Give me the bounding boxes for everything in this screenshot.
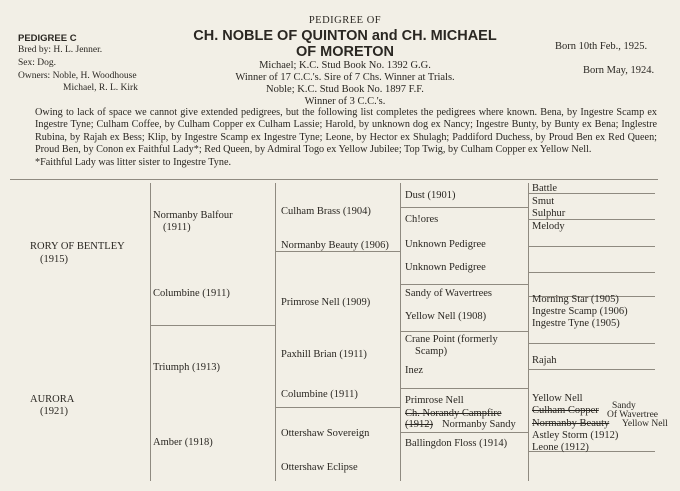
- sex: Sex: Dog.: [18, 58, 56, 68]
- gen5-normanby-beauty-struck: Normanby Beauty: [532, 418, 610, 429]
- gen5-astley-storm: Astley Storm (1912): [532, 430, 619, 441]
- gen4-inez: Inez: [405, 365, 424, 376]
- gen5-melody: Melody: [532, 221, 565, 232]
- gen4-normanby-sandy: Normanby Sandy: [442, 419, 516, 430]
- gen1-dam-name: AURORA: [30, 394, 75, 405]
- gen1-dam-year: (1921): [40, 406, 68, 417]
- owners-line-1: Owners: Noble, H. Woodhouse: [18, 71, 137, 81]
- gen4-ballingdon-floss: Ballingdon Floss (1914): [405, 438, 508, 449]
- gen3-primrose-nell: Primrose Nell (1909): [281, 297, 371, 308]
- gen4-unknown-pedigree-2: Unknown Pedigree: [405, 262, 486, 273]
- gen5-note-sandy: Sandy: [612, 401, 636, 411]
- gen4-chlores: Ch!ores: [405, 214, 439, 225]
- michael-wins: Winner of 17 C.C.'s. Sire of 7 Chs. Winner at Trials.: [235, 72, 455, 83]
- gen5-morning-star: Morning Star (1905): [532, 294, 619, 305]
- intro-footnote: *Faithful Lady was litter sister to Ingestre Tyne.: [35, 156, 232, 168]
- pedigree-of-heading: PEDIGREE OF: [308, 15, 382, 26]
- gen4-sandy-of-wavertrees: Sandy of Wavertrees: [405, 288, 493, 299]
- noble-wins: Winner of 3 C.C.'s.: [304, 96, 386, 107]
- gen4-campfire-struck: Ch. Norandy Campfire: [405, 408, 502, 419]
- gen2-normanby-balfour-year: (1911): [163, 222, 191, 233]
- gen5-battle: Battle: [532, 183, 558, 194]
- gen5-sulphur: Sulphur: [532, 208, 566, 219]
- gen5-note-yellow-nell: Yellow Nell: [622, 419, 668, 429]
- gen4-crane-point: Crane Point (formerly: [405, 334, 498, 345]
- pedigree-label: PEDIGREE C: [18, 33, 77, 44]
- gen3-columbine: Columbine (1911): [281, 389, 358, 400]
- bred-by: Bred by: H. L. Jenner.: [18, 45, 103, 55]
- gen1-sire-name: RORY OF BENTLEY: [30, 241, 125, 252]
- gen5-yellow-nell: Yellow Nell: [532, 393, 583, 404]
- gen4-primrose-nell: Primrose Nell: [405, 395, 464, 406]
- gen5-ingestre-tyne: Ingestre Tyne (1905): [532, 318, 620, 329]
- gen3-culham-brass: Culham Brass (1904): [281, 206, 371, 217]
- gen3-ottershaw-eclipse: Ottershaw Eclipse: [281, 462, 358, 473]
- gen5-leone: Leone (1912): [532, 442, 589, 453]
- gen4-dust: Dust (1901): [405, 190, 456, 201]
- gen2-columbine: Columbine (1911): [153, 288, 230, 299]
- gen3-paxhill-brian: Paxhill Brian (1911): [281, 349, 367, 360]
- gen2-triumph: Triumph (1913): [153, 362, 220, 373]
- gen5-culham-copper-struck: Culham Copper: [532, 405, 599, 416]
- gen5-ingestre-scamp: Ingestre Scamp (1906): [532, 306, 628, 317]
- born-date-1: Born 10th Feb., 1925.: [555, 41, 648, 52]
- gen4-yellow-nell: Yellow Nell (1908): [405, 311, 487, 322]
- gen4-unknown-pedigree-1: Unknown Pedigree: [405, 239, 486, 250]
- born-date-2: Born May, 1924.: [583, 65, 655, 76]
- michael-stud-book: Michael; K.C. Stud Book No. 1392 G.G.: [259, 60, 431, 71]
- intro-paragraph: Owing to lack of space we cannot give extended pedigrees, but the following list completes the pedigrees where known. Bena, by Ingestre Scamp ex Ingestre Tyne; Culham Coffee, by Culham Copper ex Culham Lassie; Harold, by unknown dog ex Nancy; Ingestre Bunty, by Bunty ex Bena; Inglestre Rubina, by Rajah ex Bess; Klip, by Ingestre Scamp ex Ingestre Tyne; Leone, by Hector ex Shulagh; Paddiford Duchess, by Proud Ben ex Red Queen; Proud Ben, by Conon ex Faithful Lady*; Red Queen, by Admiral Togo ex Yellow Jubilee; Top Twig, by Culham Copper ex Yellow Nell.: [35, 107, 657, 156]
- gen4-crane-point-scamp: Scamp): [415, 346, 448, 357]
- gen5-smut: Smut: [532, 196, 555, 207]
- title-line-1: CH. NOBLE OF QUINTON and CH. MICHAEL: [193, 28, 497, 44]
- gen2-amber: Amber (1918): [153, 437, 213, 448]
- title-line-2: OF MORETON: [295, 44, 394, 60]
- gen1-sire-year: (1915): [40, 254, 68, 265]
- gen3-ottershaw-sovereign: Ottershaw Sovereign: [281, 428, 370, 439]
- gen5-note-of-wavertree: Of Wavertree: [607, 410, 659, 420]
- gen4-campfire-year-struck: (1912): [405, 419, 433, 430]
- gen2-normanby-balfour: Normanby Balfour: [153, 210, 233, 221]
- gen5-rajah: Rajah: [532, 355, 557, 366]
- noble-stud-book: Noble; K.C. Stud Book No. 1897 F.F.: [266, 84, 424, 95]
- gen3-normanby-beauty: Normanby Beauty (1906): [281, 240, 389, 251]
- intro-text: [35, 107, 657, 169]
- owners-line-2: Michael, R. L. Kirk: [63, 83, 138, 93]
